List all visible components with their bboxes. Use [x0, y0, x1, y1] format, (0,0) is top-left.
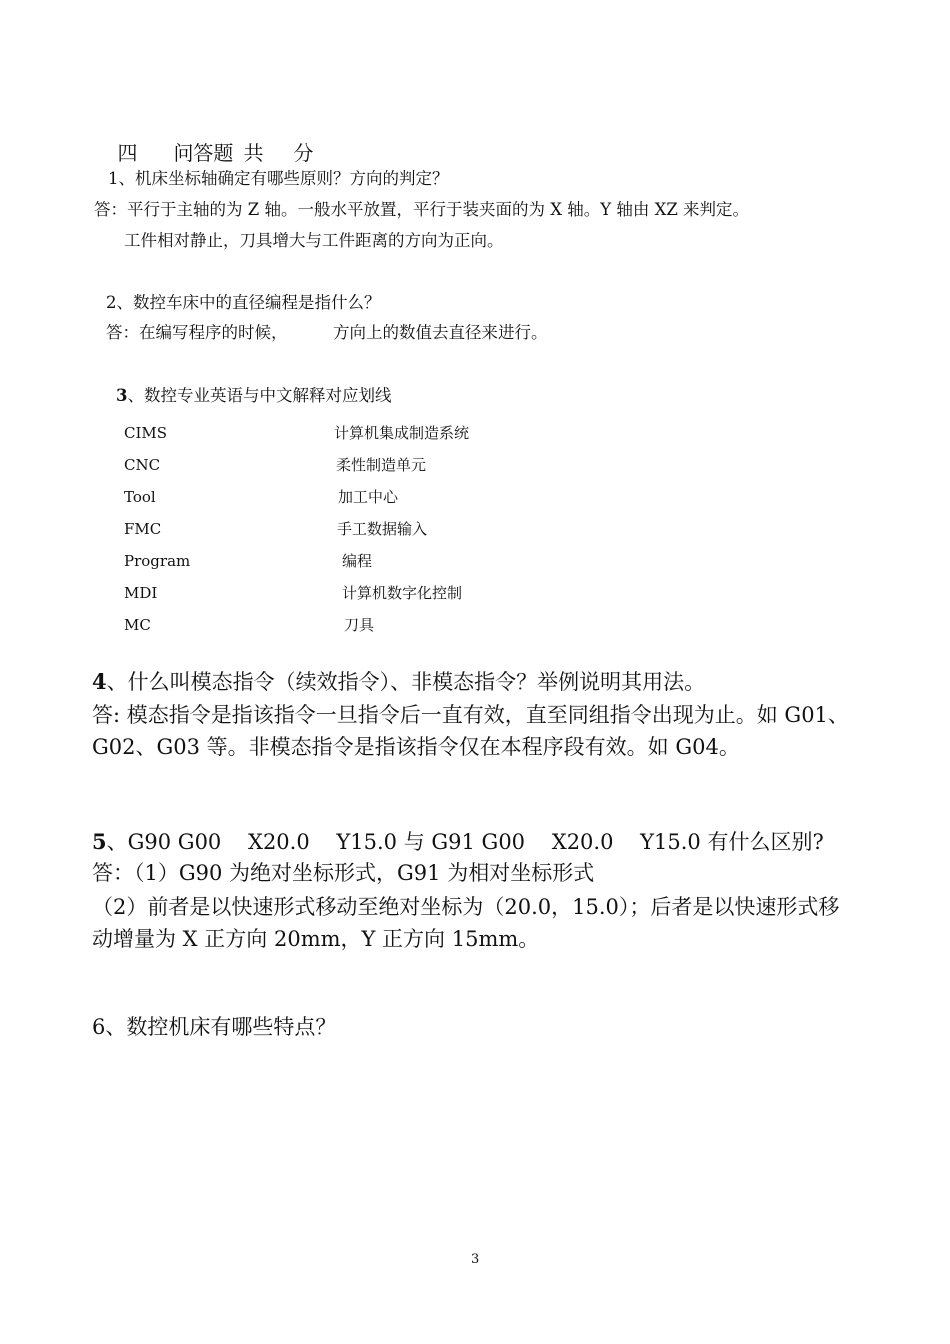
term-en: CIMS: [124, 424, 168, 442]
q2-answer-part1: 答：在编写程序的时候，: [106, 323, 288, 342]
section-number: 四: [117, 141, 138, 165]
q3-question-text: 、数控专业英语与中文解释对应划线: [127, 386, 392, 405]
term-en: CNC: [124, 456, 161, 474]
q6-question: 6、数控机床有哪些特点？: [92, 1015, 337, 1039]
q4-question-text: 、什么叫模态指令（续效指令）、非模态指令？举例说明其用法。: [106, 670, 706, 694]
section-total-label: 共: [243, 141, 264, 165]
q1-answer-line1: 答：平行于主轴的为 Z 轴。一般水平放置，平行于装夹面的为 X 轴。Y 轴由 XZ 来判定。: [94, 200, 750, 219]
term-cn: 手工数据输入: [337, 520, 428, 538]
term-en: Program: [124, 552, 191, 570]
q2-question: 2、数控车床中的直径编程是指什么？: [106, 293, 381, 312]
page-number: 3: [471, 1252, 480, 1267]
q5-answer-line3: 动增量为 X 正方向 20mm，Y 正方向 15mm。: [92, 927, 540, 951]
term-en: FMC: [124, 520, 162, 538]
section-title: 问答题: [173, 141, 234, 165]
q5-question-text: 、G90 G00 X20.0 Y15.0 与 G91 G00 X20.0 Y15.0 有什么区别?: [106, 830, 824, 854]
term-en: MDI: [124, 584, 158, 602]
q4-answer-line1: 答: 模态指令是指该指令一旦指令后一直有效，直至同组指令出现为止。如 G01、: [92, 703, 849, 727]
q5-answer-line2: （2）前者是以快速形式移动至绝对坐标为（20.0，15.0）；后者是以快速形式移: [92, 895, 840, 919]
term-cn: 编程: [342, 552, 373, 570]
q5-number: 5: [92, 829, 107, 854]
term-cn: 柔性制造单元: [336, 456, 427, 474]
q5-answer-line1: 答：（1）G90 为绝对坐标形式，G91 为相对坐标形式: [92, 861, 595, 885]
term-cn: 计算机集成制造系统: [334, 424, 470, 442]
term-cn: 计算机数字化控制: [342, 584, 463, 602]
q3-question: [116, 388, 391, 405]
term-en: Tool: [124, 488, 156, 506]
q3-number: 3: [116, 386, 128, 405]
q4-question: [92, 671, 705, 693]
section-points-label: 分: [293, 141, 314, 165]
term-cn: 刀具: [344, 616, 375, 634]
q4-number: 4: [92, 669, 107, 694]
term-cn: 加工中心: [338, 488, 399, 506]
q1-answer-line2: 工件相对静止，刀具增大与工件距离的方向为正向。: [124, 231, 504, 250]
q2-answer-part2: 方向上的数值去直径来进行。: [333, 323, 548, 342]
term-en: MC: [124, 616, 151, 634]
q4-answer-line2: G02、G03 等。非模态指令是指该指令仅在本程序段有效。如 G04。: [92, 735, 740, 759]
q5-question: [92, 831, 824, 853]
q1-question: 1、机床坐标轴确定有哪些原则？方向的判定？: [108, 169, 449, 188]
